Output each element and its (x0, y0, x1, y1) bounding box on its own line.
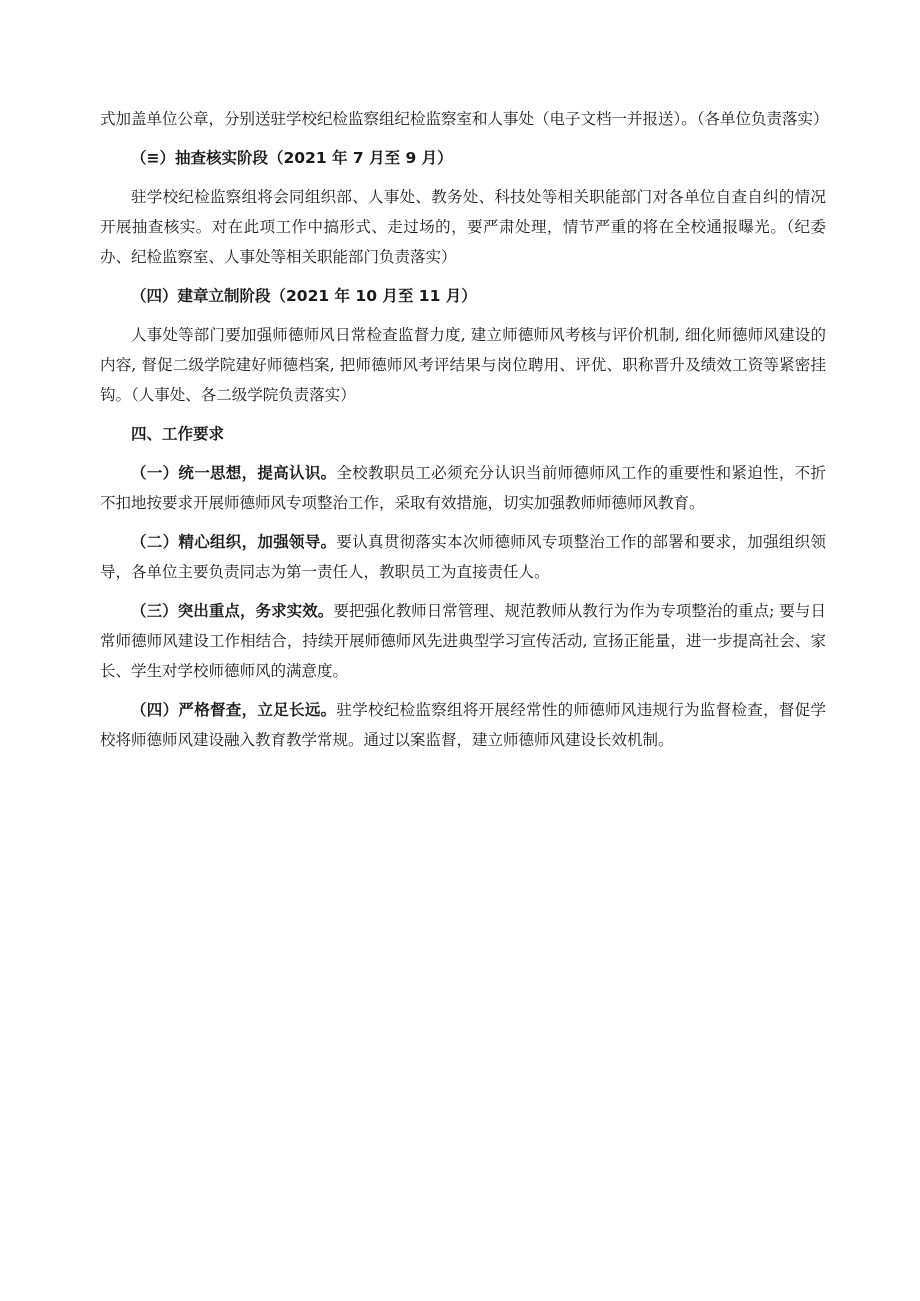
requirement-2-title: （二）精心组织，加强领导。 (131, 533, 337, 551)
requirement-3 (100, 596, 826, 686)
requirement-1-title: （一）统一思想，提高认识。 (131, 464, 337, 482)
requirement-3-body: 要把强化教师日常管理、规范教师从教行为作为专项整治的重点; 要与日常师德师风建设工作相结合，持续开展师德师风先进典型学习宣传活动, 宣扬正能量，进一步提高社会、家长、学生对学校师德师风的满意度。 (100, 602, 826, 680)
requirement-2 (100, 527, 826, 587)
paragraph-submission: 式加盖单位公章，分别送驻学校纪检监察组纪检监察室和人事处（电子文档一并报送）。（各单位负责落实） (100, 110, 829, 128)
heading-spot-check-stage: （≡）抽查核实阶段（2021 年 7 月至 9 月） (131, 149, 453, 167)
paragraph-spot-check: 驻学校纪检监察组将会同组织部、人事处、教务处、科技处等相关职能部门对各单位自查自纠的情况开展抽查核实。对在此项工作中搞形式、走过场的，要严肃处理，情节严重的将在全校通报曝光。（纪委办、纪检监察室、人事处等相关职能部门负责落实） (100, 188, 826, 266)
requirement-4-body: 驻学校纪检监察组将开展经常性的师德师风违规行为监督检查，督促学校将师德师风建设融入教育教学常规。通过以案监督，建立师德师风建设长效机制。 (100, 701, 826, 749)
requirement-1-body: 全校教职员工必须充分认识当前师德师风工作的重要性和紧迫性，不折不扣地按要求开展师德师风专项整治工作，采取有效措施，切实加强教师师德师风教育。 (100, 464, 826, 512)
heading-rules-stage: （四）建章立制阶段（2021 年 10 月至 11 月） (131, 287, 477, 305)
section-title-work-requirements: 四、工作要求 (131, 425, 225, 443)
requirement-1 (100, 458, 826, 518)
requirement-4-title: （四）严格督查，立足长远。 (131, 701, 337, 719)
paragraph-rules: 人事处等部门要加强师德师风日常检查监督力度, 建立师德师风考核与评价机制, 细化师德师风建设的内容, 督促二级学院建好师德档案, 把师德师风考评结果与岗位聘用、评优、职称晋升及绩效工资等紧密挂钩。（人事处、各二级学院负责落实） (100, 326, 826, 404)
requirement-3-title: （三）突出重点，务求实效。 (131, 602, 334, 620)
requirement-2-body: 要认真贯彻落实本次师德师风专项整治工作的部署和要求，加强组织领导，各单位主要负责同志为第一责任人，教职员工为直接责任人。 (100, 533, 826, 581)
requirement-4 (100, 695, 826, 755)
document-page (100, 104, 829, 764)
